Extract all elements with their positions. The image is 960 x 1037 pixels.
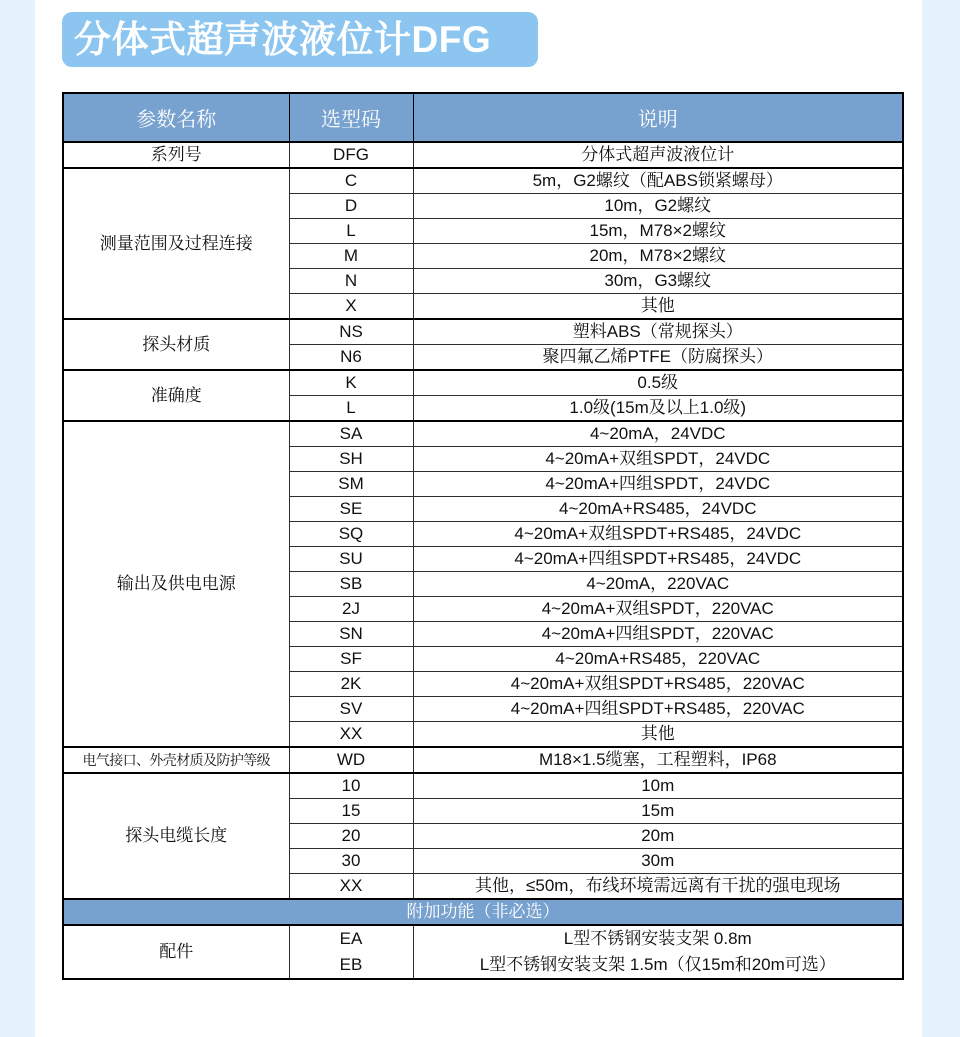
- code-cell: SA: [289, 421, 413, 447]
- code-cell: SH: [289, 447, 413, 472]
- page-title: 分体式超声波液位计DFG: [74, 19, 492, 60]
- code-cell: SU: [289, 547, 413, 572]
- code-cell: 30: [289, 849, 413, 874]
- table-row: [63, 168, 903, 194]
- desc-cell: 塑料ABS（常规探头）: [413, 319, 903, 345]
- desc-cell: 其他，≤50m，布线环境需远离有干扰的强电现场: [413, 874, 903, 900]
- param-cell: 电气接口、外壳材质及防护等级: [63, 747, 289, 773]
- desc-cell: [413, 925, 903, 979]
- code-cell: N6: [289, 345, 413, 371]
- desc-cell: 10m: [413, 773, 903, 799]
- code-cell: M: [289, 244, 413, 269]
- desc-cell: 4~20mA，220VAC: [413, 572, 903, 597]
- desc-cell: 其他: [413, 722, 903, 748]
- desc-cell: 分体式超声波液位计: [413, 142, 903, 168]
- desc-cell: 4~20mA+四组SPDT，24VDC: [413, 472, 903, 497]
- desc-cell: 30m，G3螺纹: [413, 269, 903, 294]
- band-row: [63, 899, 903, 925]
- code-cell: NS: [289, 319, 413, 345]
- desc-cell: 4~20mA+双组SPDT+RS485，24VDC: [413, 522, 903, 547]
- code-cell: L: [289, 396, 413, 422]
- desc-cell: 聚四氟乙烯PTFE（防腐探头）: [413, 345, 903, 371]
- table-header-row: [63, 93, 903, 142]
- code-cell: N: [289, 269, 413, 294]
- code-cell: D: [289, 194, 413, 219]
- code-cell: 2J: [289, 597, 413, 622]
- code-cell: SQ: [289, 522, 413, 547]
- table-row: [63, 925, 903, 979]
- right-margin-strip: [922, 0, 960, 1037]
- param-cell: 测量范围及过程连接: [63, 168, 289, 319]
- table-row: [63, 747, 903, 773]
- code-cell: SM: [289, 472, 413, 497]
- desc-cell: 4~20mA+双组SPDT+RS485，220VAC: [413, 672, 903, 697]
- table-row: [63, 142, 903, 168]
- code-cell: SN: [289, 622, 413, 647]
- desc-cell: 20m，M78×2螺纹: [413, 244, 903, 269]
- code-cell: SV: [289, 697, 413, 722]
- param-cell: 探头材质: [63, 319, 289, 370]
- left-margin-strip: [0, 0, 35, 1037]
- band-label: 附加功能（非必选）: [63, 899, 903, 925]
- desc-cell: 4~20mA+四组SPDT+RS485，220VAC: [413, 697, 903, 722]
- table-row: [63, 773, 903, 799]
- desc-cell: 4~20mA+双组SPDT，24VDC: [413, 447, 903, 472]
- desc-cell: 10m，G2螺纹: [413, 194, 903, 219]
- desc-cell: 4~20mA+RS485，220VAC: [413, 647, 903, 672]
- table-row: [63, 319, 903, 345]
- table-row: [63, 370, 903, 396]
- code-line: EB: [339, 955, 363, 974]
- desc-cell: 4~20mA，24VDC: [413, 421, 903, 447]
- desc-cell: 1.0级(15m及以上1.0级): [413, 396, 903, 422]
- code-cell: DFG: [289, 142, 413, 168]
- column-header-code: 选型码: [289, 93, 413, 142]
- code-cell: K: [289, 370, 413, 396]
- code-cell: 10: [289, 773, 413, 799]
- code-cell: 20: [289, 824, 413, 849]
- param-cell: 配件: [63, 925, 289, 979]
- code-line: EA: [339, 929, 363, 948]
- desc-line: L型不锈钢安装支架 0.8m: [563, 929, 752, 948]
- param-cell: 输出及供电电源: [63, 421, 289, 747]
- spec-table-body: [63, 142, 903, 979]
- code-cell: SE: [289, 497, 413, 522]
- code-cell: XX: [289, 722, 413, 748]
- param-cell: 系列号: [63, 142, 289, 168]
- desc-line: L型不锈钢安装支架 1.5m（仅15m和20m可选）: [479, 955, 836, 974]
- code-cell: X: [289, 294, 413, 320]
- code-cell: 2K: [289, 672, 413, 697]
- table-row: [63, 421, 903, 447]
- page-title-banner: [62, 12, 538, 67]
- desc-cell: 30m: [413, 849, 903, 874]
- column-header-description: 说明: [413, 93, 903, 142]
- desc-cell: 15m: [413, 799, 903, 824]
- param-cell: 准确度: [63, 370, 289, 421]
- code-cell: L: [289, 219, 413, 244]
- code-cell: C: [289, 168, 413, 194]
- param-cell: 探头电缆长度: [63, 773, 289, 899]
- desc-cell: 4~20mA+四组SPDT+RS485，24VDC: [413, 547, 903, 572]
- desc-cell: 其他: [413, 294, 903, 320]
- spec-table: [62, 92, 904, 980]
- code-cell: XX: [289, 874, 413, 900]
- desc-cell: 15m，M78×2螺纹: [413, 219, 903, 244]
- code-cell: SF: [289, 647, 413, 672]
- code-cell: SB: [289, 572, 413, 597]
- desc-cell: 4~20mA+RS485，24VDC: [413, 497, 903, 522]
- column-header-parameter: 参数名称: [63, 93, 289, 142]
- desc-cell: 5m，G2螺纹（配ABS锁紧螺母）: [413, 168, 903, 194]
- code-cell: [289, 925, 413, 979]
- code-cell: 15: [289, 799, 413, 824]
- desc-cell: 4~20mA+双组SPDT，220VAC: [413, 597, 903, 622]
- desc-cell: M18×1.5缆塞，工程塑料，IP68: [413, 747, 903, 773]
- desc-cell: 4~20mA+四组SPDT，220VAC: [413, 622, 903, 647]
- code-cell: WD: [289, 747, 413, 773]
- desc-cell: 0.5级: [413, 370, 903, 396]
- desc-cell: 20m: [413, 824, 903, 849]
